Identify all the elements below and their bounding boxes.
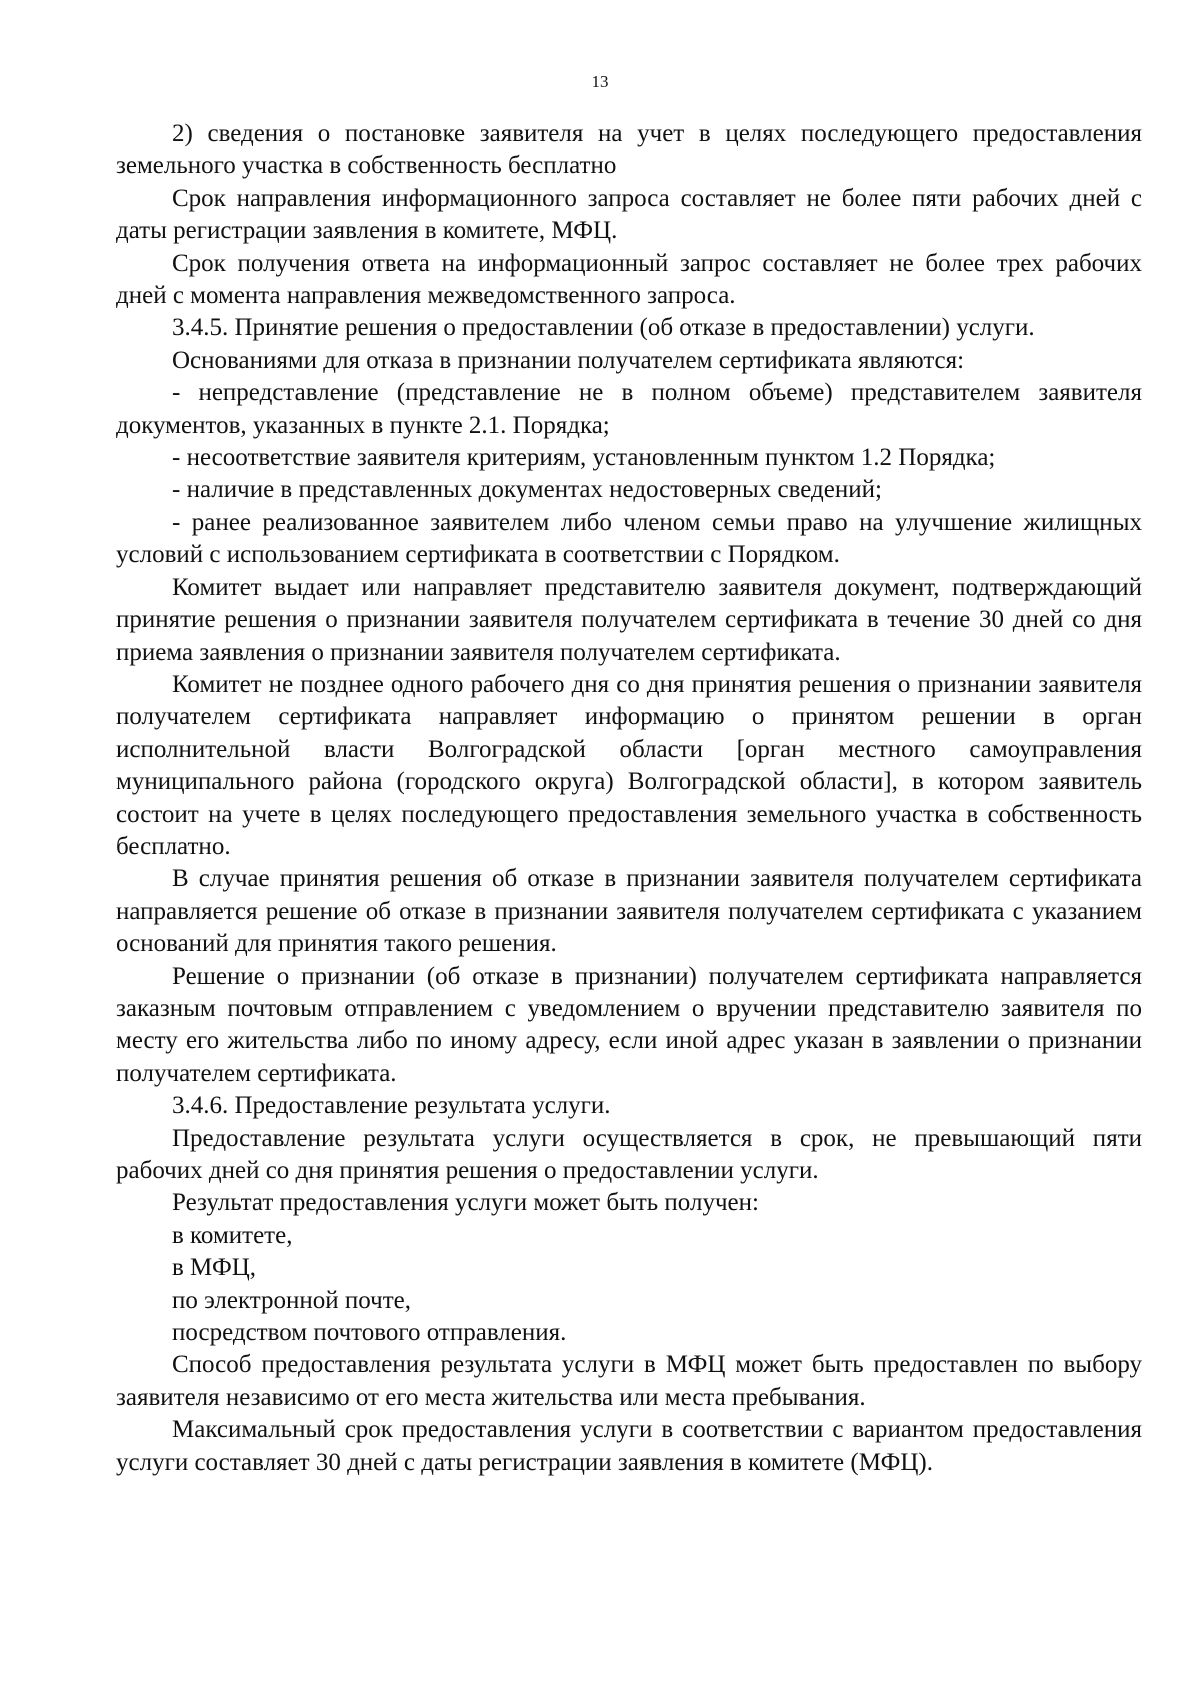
document-body	[116, 118, 1142, 1479]
result-option-2: в МФЦ,	[172, 1254, 257, 1282]
paragraph-21: Способ предоставления результата услуги в МФЦ может быть предоставлен по выбору заявителя независимо от его места жительства или места пребывания.	[116, 1351, 1142, 1411]
paragraph-11: Комитет не позднее одного рабочего дня со дня принятия решения о признании заявителя получателем сертификата направляет информацию о принятом решении в орган исполнительной власти Волгоградской области [орган местного самоуправления муниципального района (городского округа) Волгоградской области], в котором заявитель состоит на учете в целях последующего предоставления земельного участка в собственность бесплатно.	[116, 670, 1142, 860]
list-item-4: - ранее реализованное заявителем либо членом семьи право на улучшение жилищных условий с использованием сертификата в соответствии с Порядком.	[116, 508, 1142, 569]
result-option-1: в комитете,	[172, 1221, 293, 1249]
list-item-1: - непредставление (представление не в полном объеме) представителем заявителя документов, указанных в пункте 2.1. Порядка;	[116, 379, 1142, 439]
list-item-2: - несоответствие заявителя критериям, установленным пунктом 1.2 Порядка;	[172, 444, 996, 472]
paragraph-10: Комитет выдает или направляет представителю заявителя документ, подтверждающий принятие решения о признании заявителя получателем сертификата в течение 30 дней со дня приема заявления о признании заявителя получателем сертификата.	[116, 573, 1142, 666]
page-number: 13	[591, 72, 609, 91]
section-heading-3-4-5: 3.4.5. Принятие решения о предоставлении (об отказе в предоставлении) услуги.	[172, 314, 1035, 342]
result-option-3: по электронной почте,	[172, 1286, 411, 1314]
paragraph-12: В случае принятия решения об отказе в признании заявителя получателем сертификата направляется решение об отказе в признании заявителя получателем сертификата с указанием оснований для принятия такого решения.	[116, 865, 1142, 958]
paragraph-15: Предоставление результата услуги осуществляется в срок, не превышающий пяти рабочих дней со дня принятия решения о предоставлении услуги.	[116, 1124, 1142, 1184]
paragraph-22: Максимальный срок предоставления услуги в соответствии с вариантом предоставления услуги составляет 30 дней с даты регистрации заявления в комитете (МФЦ).	[116, 1416, 1142, 1476]
section-heading-3-4-6: 3.4.6. Предоставление результата услуги.	[172, 1092, 611, 1120]
paragraph-2: Срок направления информационного запроса составляет не более пяти рабочих дней с даты регистрации заявления в комитете, МФЦ.	[116, 184, 1142, 245]
result-option-4: посредством почтового отправления.	[172, 1319, 567, 1347]
paragraph-16: Результат предоставления услуги может быть получен:	[172, 1189, 759, 1217]
paragraph-1: 2) сведения о постановке заявителя на учет в целях последующего предоставления земельного участка в собственность бесплатно	[116, 120, 1142, 180]
list-item-3: - наличие в представленных документах недостоверных сведений;	[172, 476, 882, 504]
paragraph-13: Решение о признании (об отказе в признании) получателем сертификата направляется заказным почтовым отправлением с уведомлением о вручении представителю заявителя по месту его жительства либо по иному адресу, если иной адрес указан в заявлении о признании получателем сертификата.	[116, 962, 1142, 1087]
paragraph-5: Основаниями для отказа в признании получателем сертификата являются:	[172, 346, 965, 374]
paragraph-3: Срок получения ответа на информационный запрос составляет не более трех рабочих дней с момента направления межведомственного запроса.	[116, 249, 1142, 310]
